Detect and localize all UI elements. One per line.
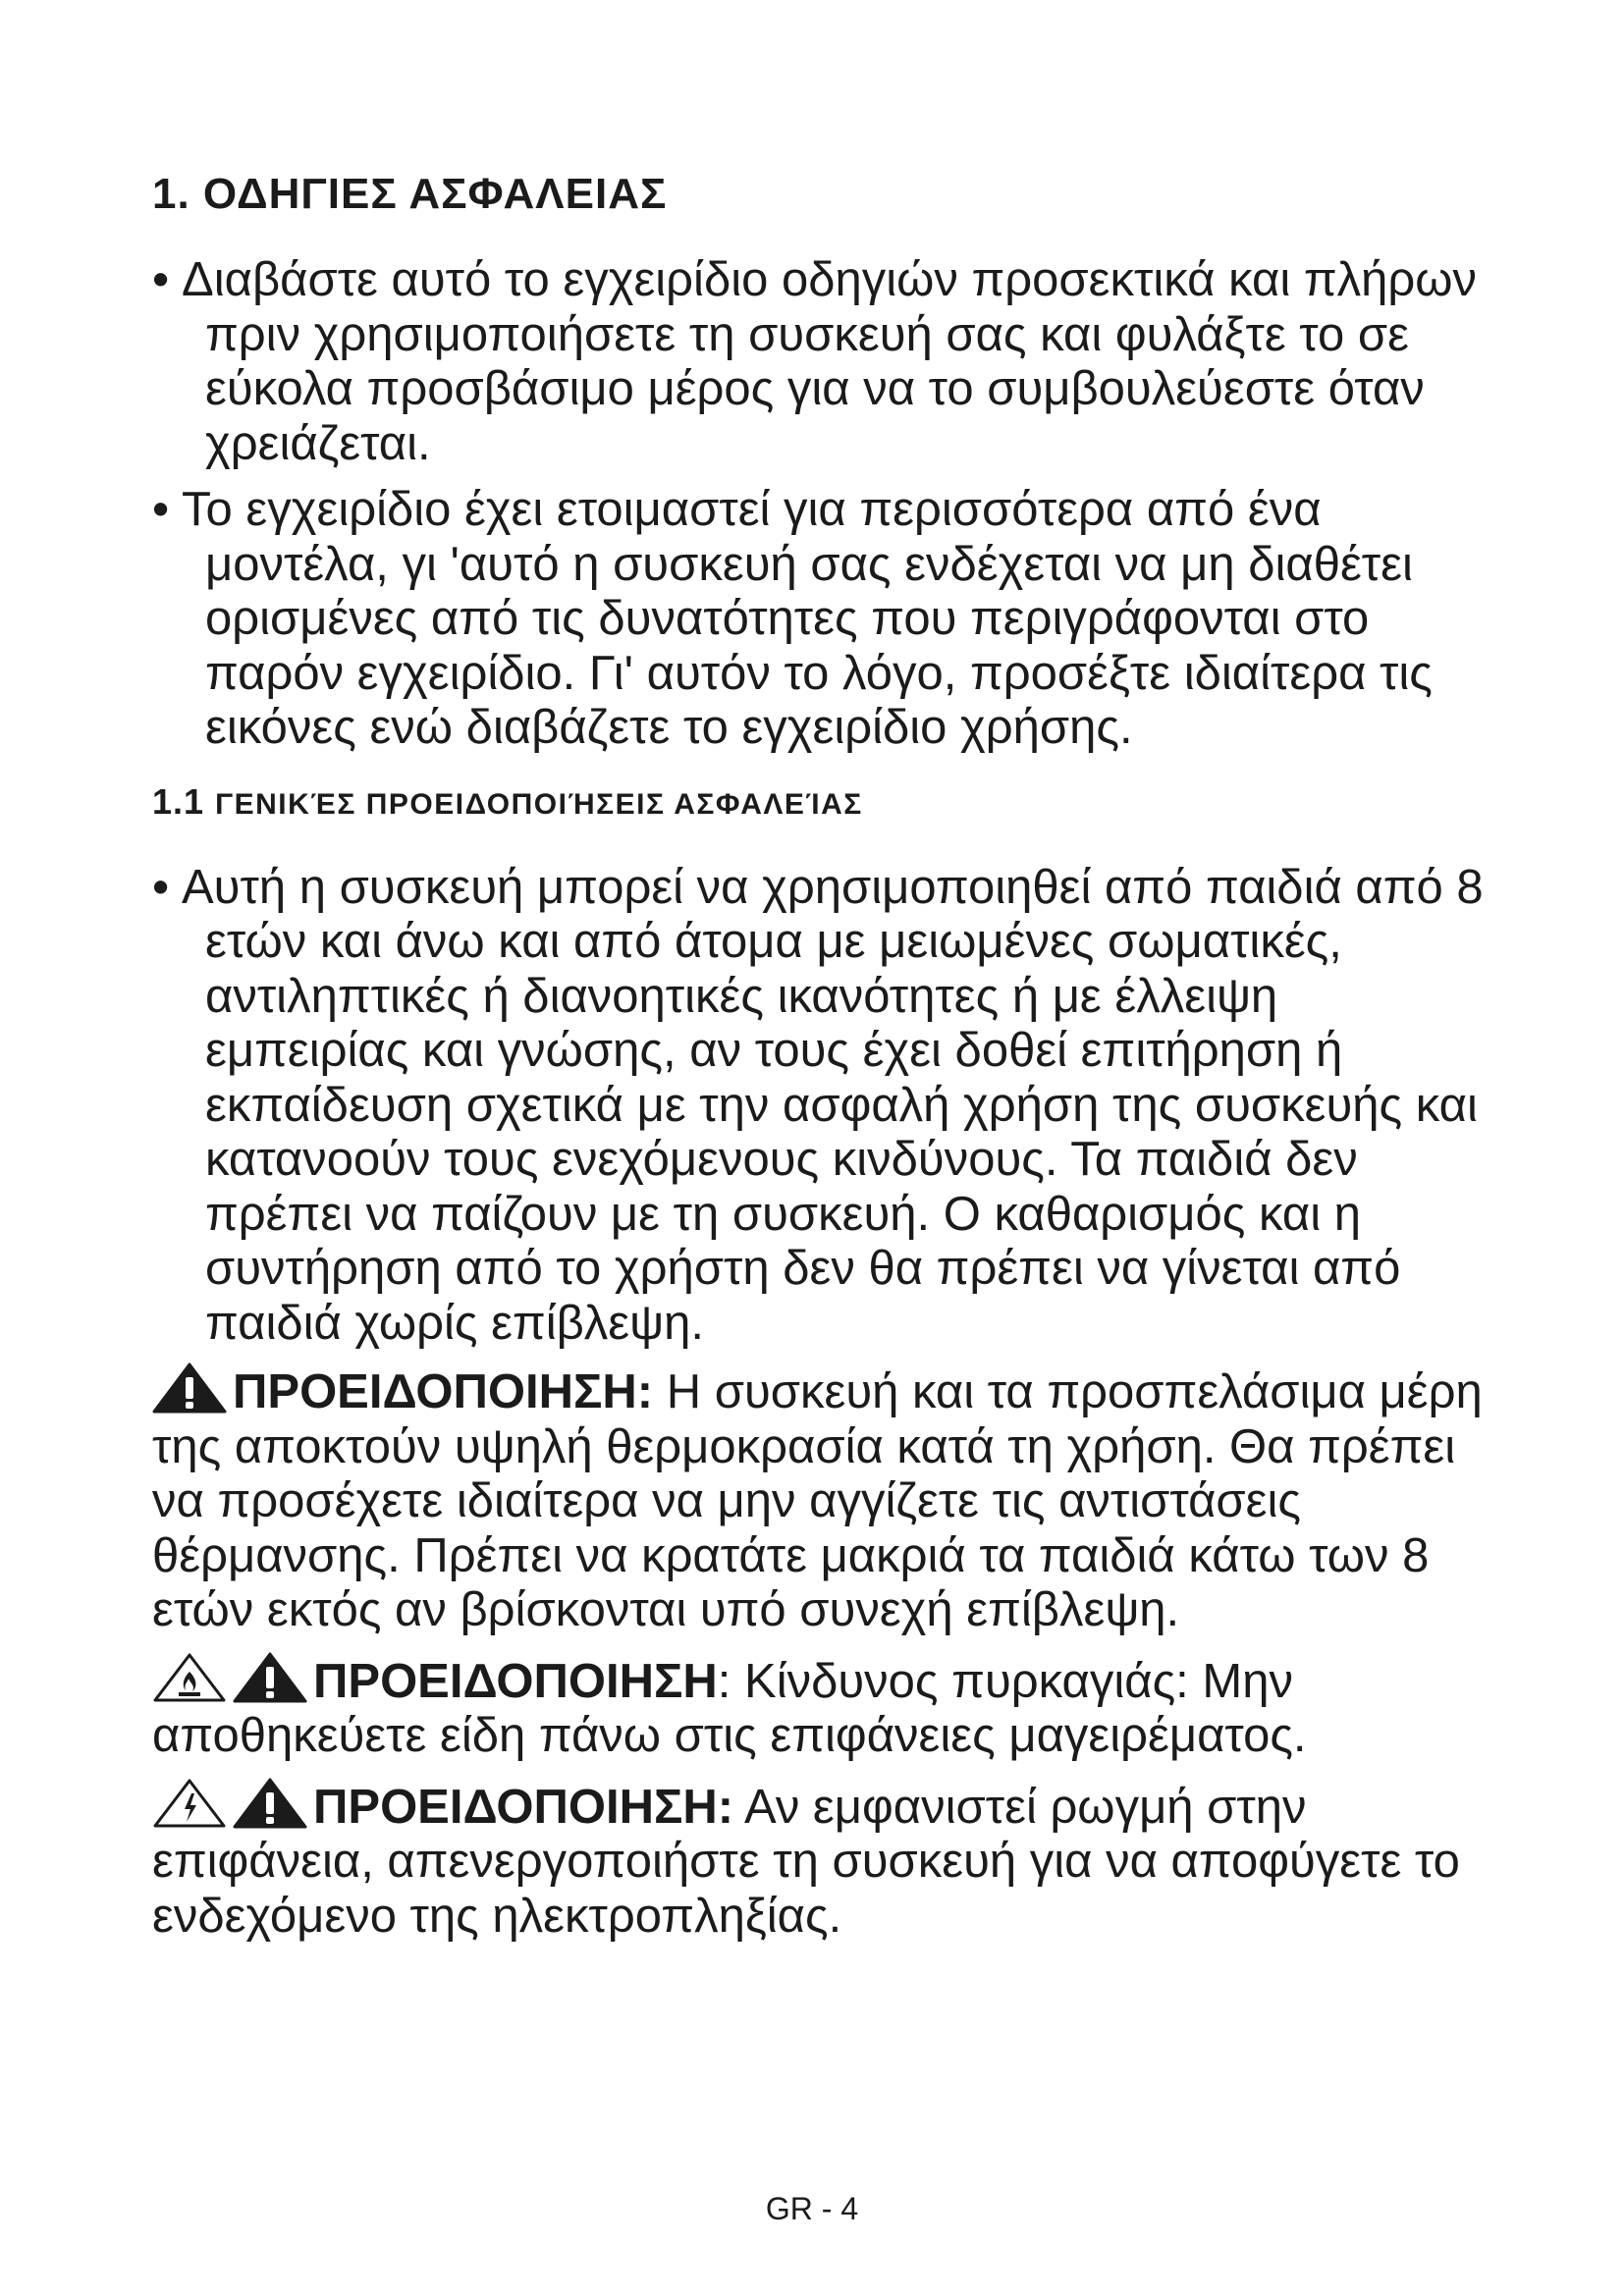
warning-icon	[233, 1652, 307, 1703]
warning-icon	[152, 1362, 227, 1414]
bullet-dot: •	[152, 860, 170, 914]
bullet-dot: •	[152, 483, 170, 536]
bullet-dot: •	[152, 253, 170, 306]
page-content	[152, 167, 1488, 1957]
subsection-title	[152, 777, 1488, 829]
warning-paragraph	[152, 1778, 1488, 1945]
section-title: 1. ΟΔΗΓΙΕΣ ΑΣΦΑΛΕΙΑΣ	[152, 170, 668, 218]
bullet-text: Διαβάστε αυτό το εγχειρίδιο οδηγιών προσεκτικά και πλήρων πριν χρησιμοποιήσετε τη συσκευή σας και φυλάξτε το σε εύκολα προσβάσιμο μέρος για να το συμβουλεύεστε όταν χρειάζεται.	[182, 253, 1478, 470]
warning-icon	[233, 1778, 307, 1829]
list-item	[152, 253, 1488, 471]
subsection-heading: ΓΕΝΙΚΈΣ ΠΡΟΕΙΔΟΠΟΙΉΣΕΙΣ ΑΣΦΑΛΕΊΑΣ	[215, 787, 863, 821]
subsection-number: 1.1	[152, 780, 205, 822]
warning-text: : Κίνδυνος πυρκαγιάς: Μην αποθηκεύετε είδη πάνω στις επιφάνειες μαγειρέματος.	[152, 1654, 1307, 1762]
warning-label: ΠΡΟΕΙΔΟΠΟΙΗΣΗ:	[233, 1365, 654, 1418]
warning-paragraph	[152, 1652, 1488, 1764]
bullet-text: Το εγχειρίδιο έχει ετοιμαστεί για περισσότερα από ένα μοντέλα, γι 'αυτό η συσκευή σας ενδέχεται να μη διαθέτει ορισμένες από τις δυνατότητες που περιγράφονται στο παρόν εγχειρίδιο. Γι' αυτόν το λόγο, προσέξτε ιδιαίτερα τις εικόνες ενώ διαβάζετε το εγχειρίδιο χρήσης.	[182, 483, 1433, 754]
warning-label: ΠΡΟΕΙΔΟΠΟΙΗΣΗ	[313, 1654, 718, 1708]
fire-hazard-icon	[152, 1652, 227, 1703]
warning-label: ΠΡΟΕΙΔΟΠΟΙΗΣΗ:	[313, 1780, 734, 1834]
warning-text: Η συσκευή και τα προσπελάσιμα μέρη της αποκτούν υψηλή θερμοκρασία κατά τη χρήση. Θα πρέπει να προσέχετε ιδιαίτερα να μην αγγίζετε τις αντιστάσεις θέρμανσης. Πρέπει να κρατάτε μακριά τα παιδιά κάτω των 8 ετών εκτός αν βρίσκονται υπό συνεχή επίβλεψη.	[152, 1365, 1483, 1636]
warning-text: Αν εμφανιστεί ρωγμή στην επιφάνεια, απενεργοποιήστε τη συσκευή για να αποφύγετε το ενδεχόμενο της ηλεκτροπληξίας.	[152, 1780, 1460, 1943]
page-number: GR - 4	[765, 2191, 859, 2226]
list-item	[152, 861, 1488, 1352]
bullet-text: Αυτή η συσκευή μπορεί να χρησιμοποιηθεί από παιδιά από 8 ετών και άνω και από άτομα με μειωμένες σωματικές, αντιληπτικές ή διανοητικές ικανότητες ή με έλλειψη εμπειρίας και γνώσης, αν τους έχει δοθεί επιτήρηση ή εκπαίδευση σχετικά με την ασφαλή χρήση της συσκευής και κατανοούν τους ενεχόμενους κινδύνους. Τα παιδιά δεν πρέπει να παίζουν με τη συσκευή. Ο καθαρισμός και η συντήρηση από το χρήστη δεν θα πρέπει να γίνεται από παιδιά χωρίς επίβλεψη.	[182, 860, 1484, 1350]
list-item	[152, 483, 1488, 756]
warning-paragraph	[152, 1362, 1488, 1638]
electric-shock-icon	[152, 1778, 227, 1829]
